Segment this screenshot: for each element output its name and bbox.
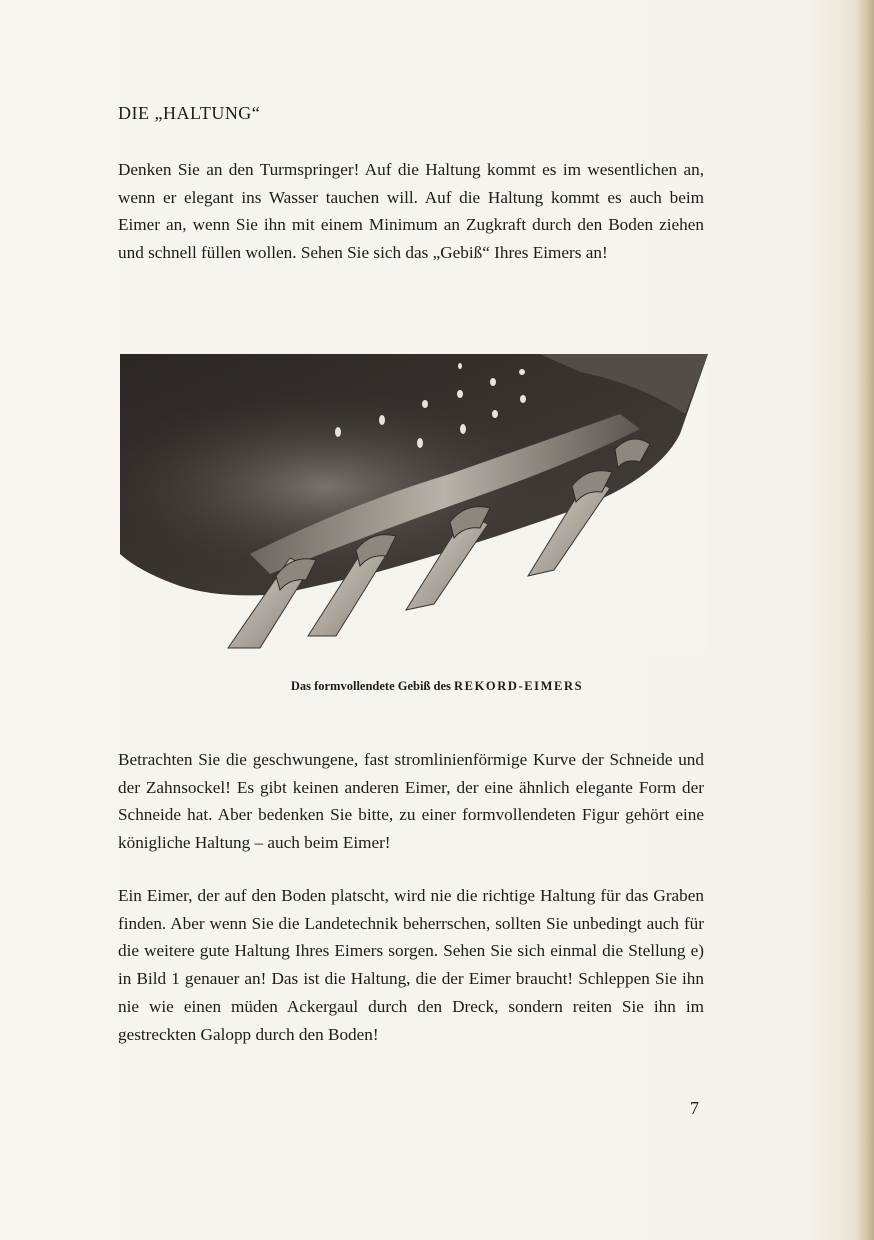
page-number: 7 xyxy=(690,1098,699,1118)
page-edge xyxy=(858,0,874,1240)
bucket-teeth-photo xyxy=(120,354,708,654)
section-heading: DIE „HALTUNG“ xyxy=(118,103,261,123)
third-paragraph: Ein Eimer, der auf den Boden platscht, wird nie die richtige Haltung für das Graben finden. Aber wenn Sie die Landetechnik beherrschen, sollten Sie unbedingt auch für die weitere gute Haltung Ihres Eimers sorgen. Sehen Sie sich einmal die Stellung e) in Bild 1 genauer an! Das ist die Haltung, die der Eimer braucht! Schleppen Sie ihn nie wie einen müden Ackergaul durch den Dreck, sondern reiten Sie ihn im gestreckten Galopp durch den Boden! xyxy=(118,886,704,1044)
caption-text: Das formvollendete Gebiß des xyxy=(290,679,451,693)
caption-brand: REKORD-EIMERS xyxy=(454,679,584,693)
intro-paragraph: Denken Sie an den Turmspringer! Auf die Haltung kommt es im wesentlichen an, wenn er elegant ins Wasser tauchen will. Auf die Haltung kommt es auch beim Eimer an, wenn Sie ihn mit einem Minimum an Zugkraft durch den Boden ziehen und schnell füllen wollen. Sehen Sie sich das „Gebiß“ Ihres Eimers an! xyxy=(118,160,704,263)
second-paragraph: Betrachten Sie die geschwungene, fast stromlinienförmige Kurve der Schneide und der Zahnsockel! Es gibt keinen anderen Eimer, der eine ähnlich elegante Form der Schneide hat. Aber bedenken Sie bitte, zu einer formvollendeten Figur gehört eine königliche Haltung – auch beim Eimer! xyxy=(118,750,704,853)
figure-caption xyxy=(0,679,874,694)
